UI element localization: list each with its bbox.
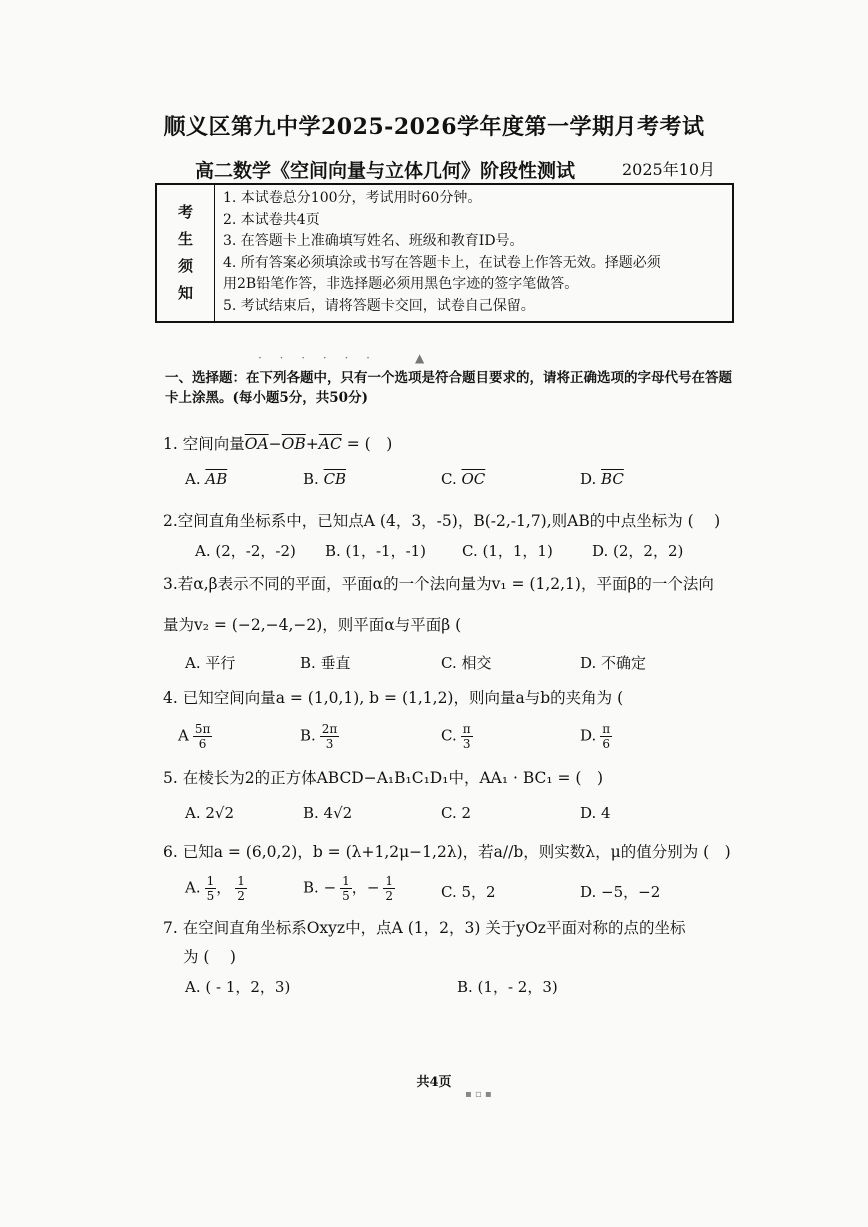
q7-option-a[interactable]: A. ( - 1，2，3) [185, 978, 291, 996]
question-3-line-1: 3.若α,β表示不同的平面，平面α的一个法向量为v₁ = (1,2,1)，平面β的一个法向 [163, 575, 714, 593]
notice-label [157, 185, 215, 321]
notice-label-char: 须 [177, 257, 193, 275]
notice-item: 5. 考试结束后，请将答题卡交回，试卷自己保留。 [223, 297, 535, 314]
q2-option-b[interactable]: B. (1，-1，-1) [325, 542, 427, 560]
q1-vector-3: $\overline{AC}$ [318, 435, 342, 453]
question-3-line-2: 量为v₂ = (−2,−4,−2)，则平面α与平面β ( [163, 616, 462, 634]
q1-option-a[interactable]: A. $\overline{AB}$ [185, 470, 228, 488]
notice-item: 3. 在答题卡上准确填写姓名、班级和教育ID号。 [223, 233, 524, 249]
section-heading: 一、选择题：在下列各题中，只有一个选项是符合题目要求的，请将正确选项的字母代号在答题卡上涂黑。(每小题5分，共50分) [165, 370, 732, 406]
exam-date: 2025年10月 [622, 160, 716, 179]
q6-option-b[interactable]: B. − $\frac{1}{5}$ ，− $\frac{1}{2}$ [303, 874, 394, 903]
q2-option-c[interactable]: C. (1，1，1) [462, 542, 553, 560]
q7-option-b[interactable]: B. (1，- 2，3) [457, 978, 558, 996]
question-1: 1. 空间向量$\overline{OA}-\overline{OB}+\overline{AC}$ = ( ) [163, 435, 393, 453]
notice-label-char: 生 [177, 230, 193, 248]
question-7-line-2: 为 ( ) [183, 948, 236, 966]
q1-option-d[interactable]: D. $\overline{BC}$ [580, 470, 624, 488]
notice-box [155, 183, 734, 323]
question-7-line-1: 7. 在空间直角坐标系Oxyz中，点A (1，2，3) 关于yOz平面对称的点的坐标 [163, 919, 686, 937]
q6-option-c[interactable]: C. 5，2 [441, 883, 496, 901]
q4-option-b[interactable]: B. $\frac{2\pi}{3}$ [300, 722, 338, 751]
question-2: 2.空间直角坐标系中，已知点A (4，3，-5)，B(-2,-1,7),则AB的中点坐标为 ( ) [163, 512, 721, 530]
exam-subtitle: 高二数学《空间向量与立体几何》阶段性测试 [195, 160, 576, 182]
question-6: 6. 已知a = (6,0,2)，b = (λ+1,2μ−1,2λ)，若a//b，则实数λ，μ的值分别为 ( ) [163, 843, 731, 861]
exam-title: 顺义区第九中学2025-2026学年度第一学期月考考试 [163, 114, 705, 140]
q1-option-b[interactable]: B. $\overline{CB}$ [303, 470, 347, 488]
q3-option-a[interactable]: A. 平行 [185, 654, 236, 672]
notice-item: 1. 本试卷总分100分，考试用时60分钟。 [223, 190, 482, 206]
q3-option-d[interactable]: D. 不确定 [580, 654, 647, 672]
question-5: 5. 在棱长为2的正方体ABCD−A₁B₁C₁D₁中，AA₁ · BC₁ = ( ) [163, 769, 604, 787]
q2-option-a[interactable]: A. (2，-2，-2) [195, 542, 296, 560]
q4-option-d[interactable]: D. $\frac{\pi}{6}$ [580, 722, 611, 751]
q4-option-c[interactable]: C. $\frac{\pi}{3}$ [441, 722, 471, 751]
notice-label-char: 知 [177, 284, 193, 302]
q1-prefix: 空间向量 [182, 435, 245, 453]
notice-item: 4. 所有答案必须填涂或书写在答题卡上，在试卷上作答无效。择题必须 [223, 254, 661, 271]
q6-option-d[interactable]: D. −5，−2 [580, 883, 661, 901]
q5-option-b[interactable]: B. 4√2 [303, 804, 353, 822]
q5-option-c[interactable]: C. 2 [441, 804, 472, 822]
q3-option-b[interactable]: B. 垂直 [300, 654, 351, 672]
page-count: 共4页 [416, 1075, 452, 1090]
q1-option-c[interactable]: C. $\overline{OC}$ [441, 470, 486, 488]
scan-mark: ▪ ▫ ▪ [465, 1089, 492, 1100]
q5-option-a[interactable]: A. 2√2 [185, 804, 235, 822]
scan-smudge: · · · · · · ▲ [258, 351, 432, 365]
notice-items [215, 185, 669, 321]
q5-option-d[interactable]: D. 4 [580, 804, 611, 822]
q2-option-d[interactable]: D. (2，2，2) [592, 542, 684, 560]
notice-label-char: 考 [177, 203, 193, 221]
notice-item: 2. 本试卷共4页 [223, 211, 320, 228]
question-4: 4. 已知空间向量a = (1,0,1), b = (1,1,2)，则向量a与b的夹角为 ( [163, 689, 624, 707]
q1-suffix: = ( ) [341, 435, 393, 453]
q1-vector-1: $\overline{OA}$ [244, 435, 269, 453]
q1-number: 1. [163, 435, 178, 453]
q4-option-a[interactable]: A $\frac{5\pi}{6}$ [178, 722, 211, 751]
q1-vector-2: $\overline{OB}$ [281, 435, 306, 453]
notice-item: 用2B铅笔作答，非选择题必须用黑色字迹的签字笔做答。 [223, 276, 579, 292]
q6-option-a[interactable]: A. $\frac{1}{5}$ ， $\frac{1}{2}$ [185, 874, 245, 903]
q3-option-c[interactable]: C. 相交 [441, 654, 492, 672]
